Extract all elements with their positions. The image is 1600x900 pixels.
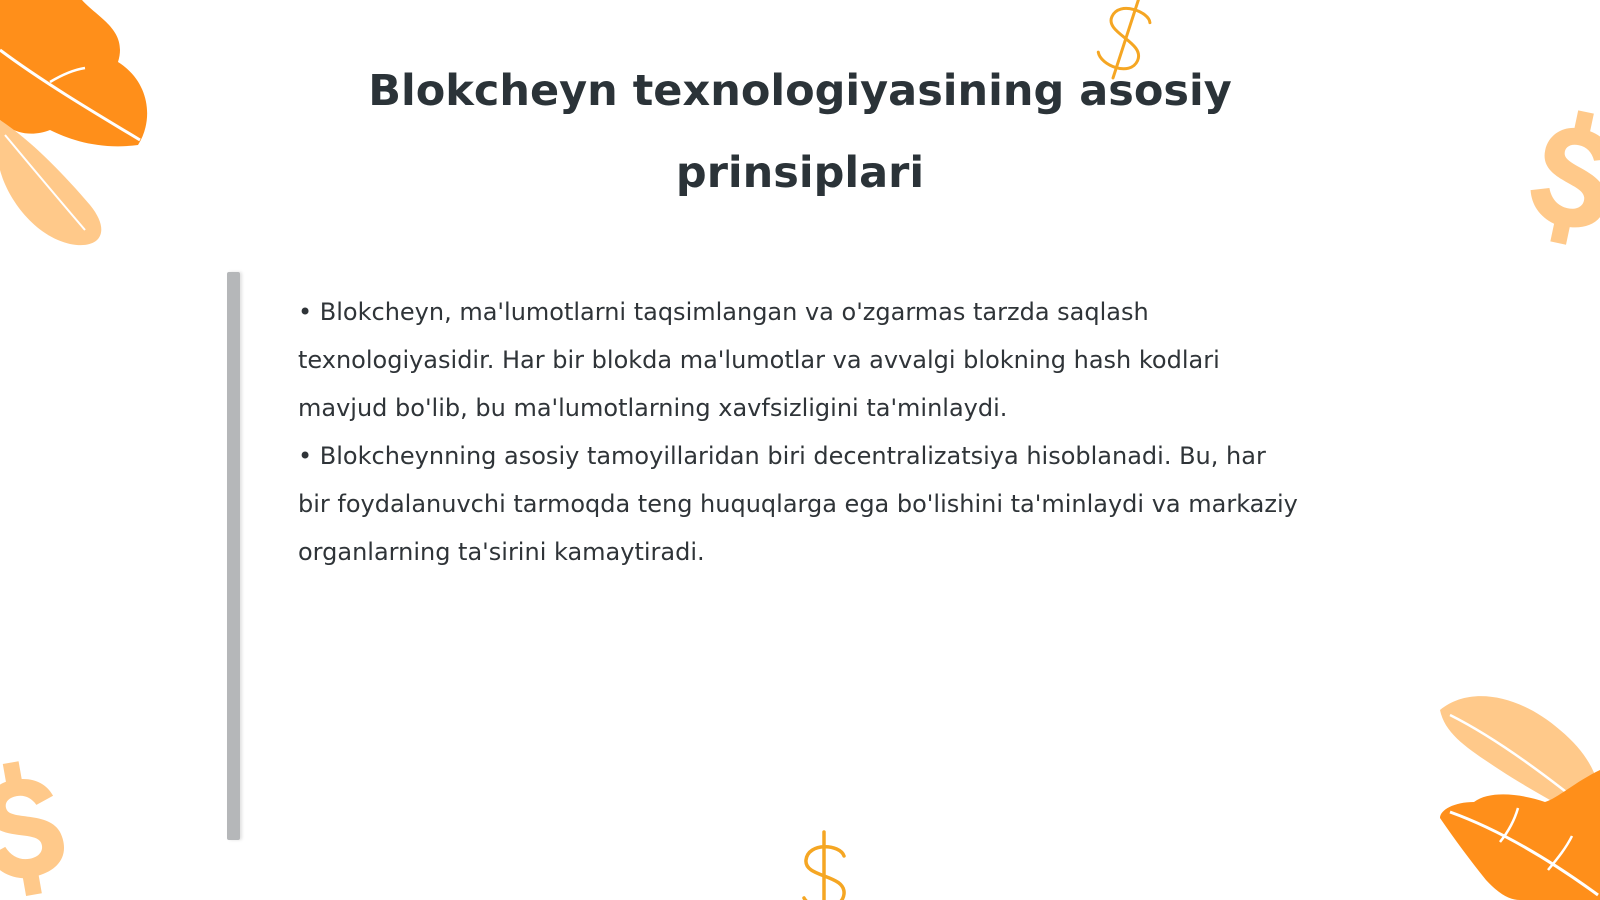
slide-body	[298, 288, 1298, 576]
leaf-icon	[0, 0, 160, 250]
slide-title: Blokcheyn texnologiyasining asosiy prinsiplari	[368, 66, 1232, 198]
leaf-icon	[1430, 690, 1600, 900]
bullet-paragraph: • Blokcheyn, ma'lumotlarni taqsimlangan va o'zgarmas tarzda saqlash texnologiyasidir. Har bir blokda ma'lumotlar va avvalgi blokning hash kodlari mavjud bo'lib, bu ma'lumotlarning xavfsizligini ta'minlaydi.	[298, 298, 1220, 422]
dollar-sign-icon	[786, 826, 866, 900]
dollar-sign-icon	[1525, 98, 1600, 248]
dollar-sign-icon	[0, 752, 70, 900]
vertical-divider	[227, 272, 240, 840]
bullet-paragraph: • Blokcheynning asosiy tamoyillaridan biri decentralizatsiya hisoblanadi. Bu, har bir foydalanuvchi tarmoqda teng huquqlarga ega bo'lishini ta'minlaydi va markaziy organlarning ta'sirini kamaytiradi.	[298, 442, 1298, 566]
